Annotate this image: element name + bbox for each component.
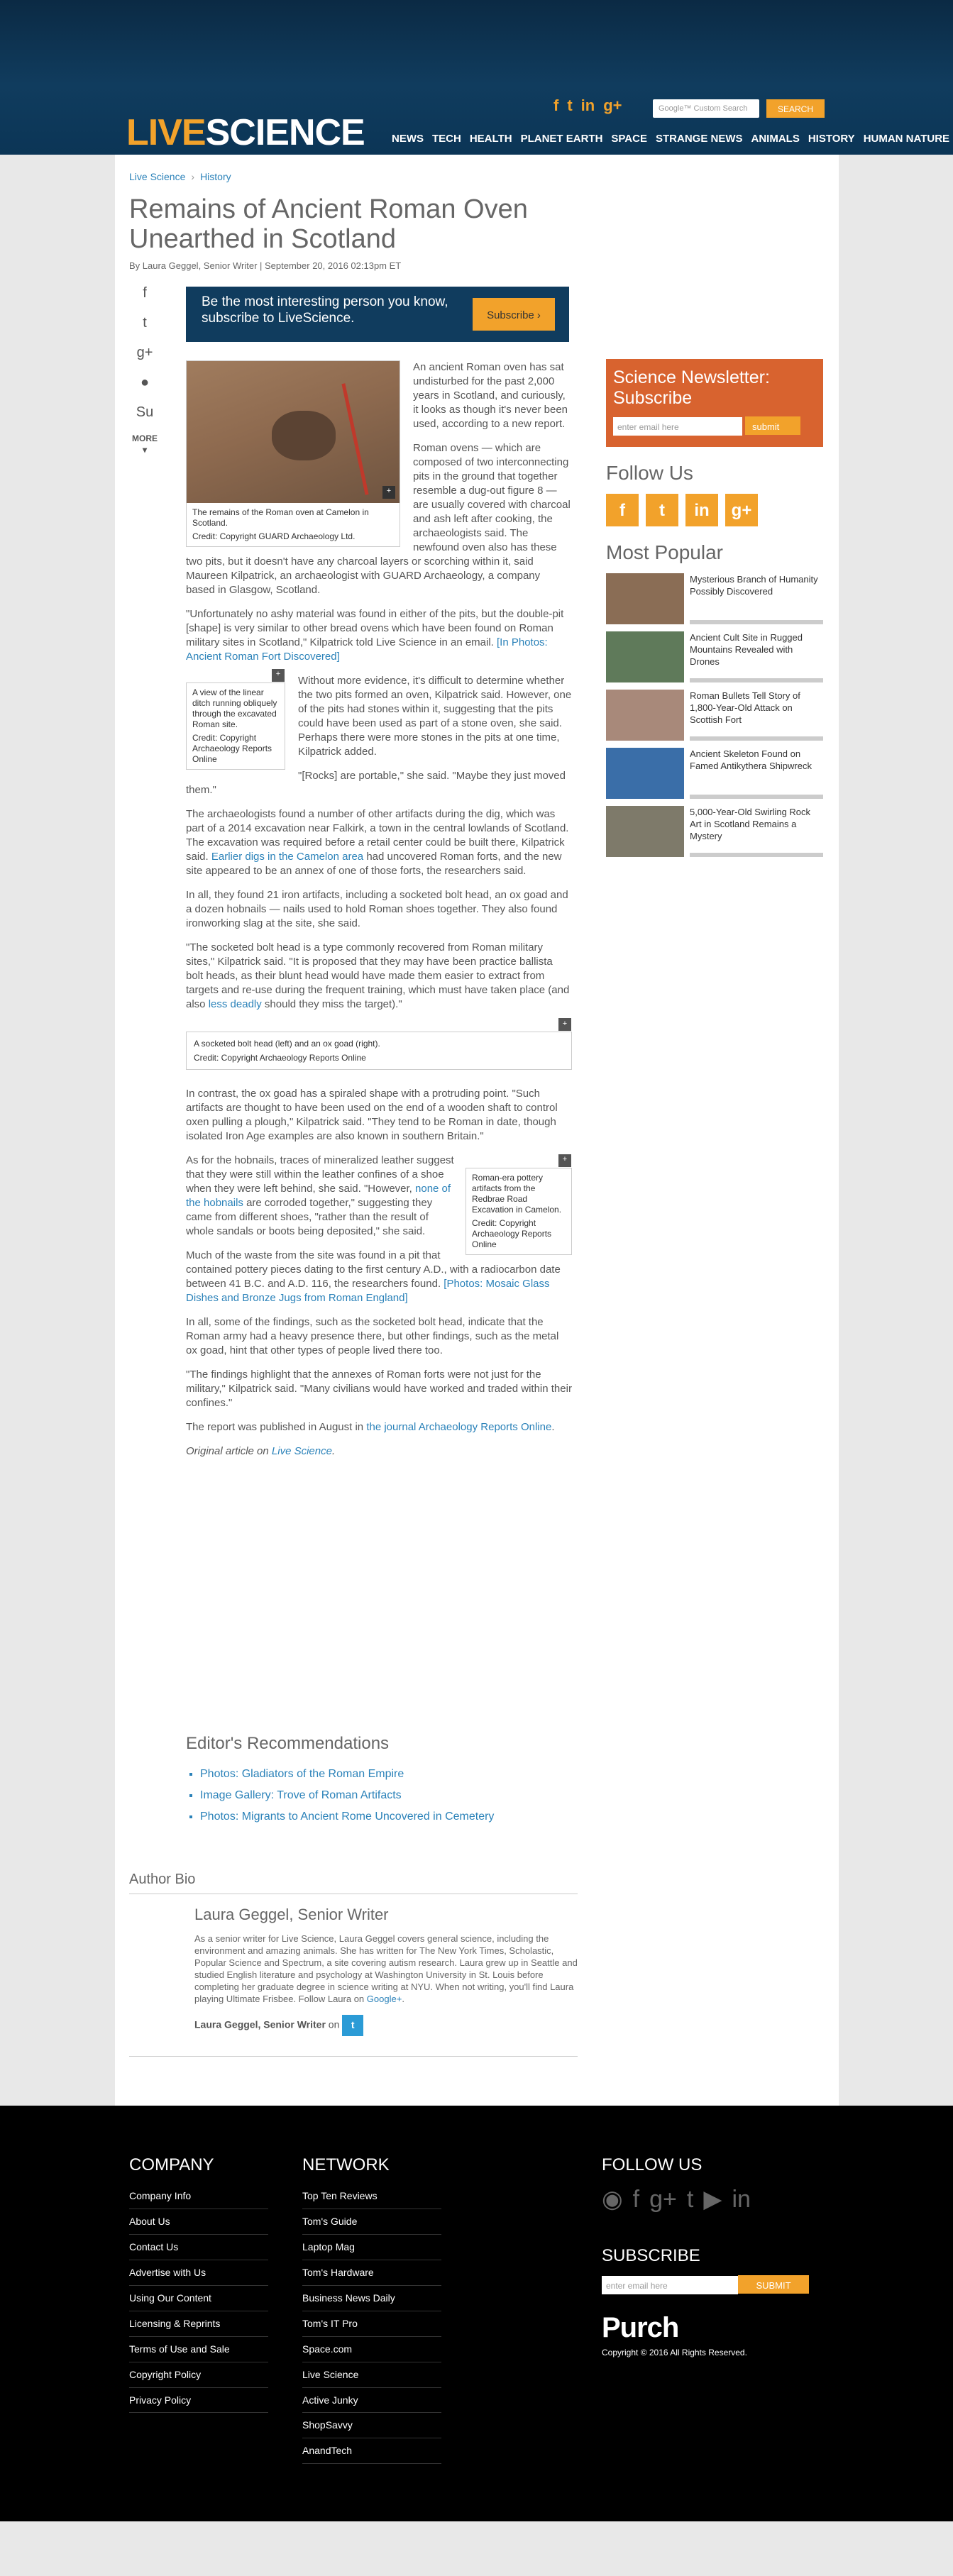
share-bar <box>131 284 159 463</box>
footer-company-link[interactable]: Advertise with Us <box>129 2260 268 2286</box>
facebook-icon[interactable]: f <box>553 96 559 114</box>
popular-item[interactable] <box>606 806 823 857</box>
content-wrap <box>115 155 839 2106</box>
zoom-icon[interactable]: + <box>272 669 285 682</box>
paragraph-text: had uncovered Roman forts, and the new site appeared to be an annex of one of those forts, the researchers said. <box>186 851 562 877</box>
paragraph-text: "The socketed bolt head is a type commonly recovered from Roman military sites," Kilpatrick said. "It is proposed that they may have been practice ballista bolt heads, as their blunt head would have made them easier to extract from targets and re-use during the frequent training, which must have taken place (and also <box>186 941 570 1010</box>
search-button[interactable]: SEARCH <box>766 99 825 118</box>
byline: By Laura Geggel, Senior Writer | September 20, 2016 02:13pm ET <box>129 260 402 271</box>
footer-network-link[interactable]: Laptop Mag <box>302 2235 441 2260</box>
share-more-label: MORE <box>132 433 158 443</box>
breadcrumb-separator: › <box>191 171 195 182</box>
paragraph: In contrast, the ox goad has a spiraled shape with a protruding point. "Such artifacts are thought to have been used on the end of a wooden shaft to control oxen pulling a plough," Kilpatrick said. "They tend to be Roman in date, though isolated Iron Age examples are also known in southern Britain." <box>186 1088 558 1142</box>
footer-company-link[interactable]: Privacy Policy <box>129 2388 268 2414</box>
nav-tech[interactable]: TECH <box>432 133 461 145</box>
header-social <box>553 95 622 116</box>
breadcrumb-live-science[interactable]: Live Science <box>129 171 186 182</box>
nav-health[interactable]: HEALTH <box>469 133 512 145</box>
oven-photo[interactable] <box>187 361 400 503</box>
twitter-icon[interactable]: t <box>686 2186 694 2213</box>
popular-list <box>606 573 823 857</box>
inline-link[interactable]: Earlier digs in the Camelon area <box>211 851 364 863</box>
popular-thumbnail[interactable] <box>606 631 684 682</box>
popular-title-text[interactable]: Mysterious Branch of Humanity Possibly Discovered <box>690 573 823 624</box>
popular-item[interactable] <box>606 573 823 624</box>
footer-company <box>129 2154 268 2413</box>
logo-science: SCIENCE <box>205 112 365 153</box>
nav-animals[interactable]: ANIMALS <box>751 133 800 145</box>
googleplus-icon[interactable]: g+ <box>725 494 758 526</box>
footer-company-link[interactable]: Terms of Use and Sale <box>129 2337 268 2362</box>
inline-link[interactable]: less deadly <box>208 998 262 1010</box>
footer-company-list <box>129 2184 268 2413</box>
footer-network <box>302 2154 441 2464</box>
subscribe-promo <box>186 287 569 342</box>
measuring-rod <box>341 383 368 495</box>
bio-body: As a senior writer for Live Science, Laura Geggel covers general science, including the environment and amazing animals. She has written for The New York Times, Scholastic, Popular Science and Spectrum, a site covering autism research. Laura grew up in Seattle and studied English literature and psychology at Washington University in St. Louis before completing her graduate degree in science writing at NYU. When not writing, you'll find Laura playing Ultimate Frisbee. Follow Laura on <box>194 1933 578 2004</box>
article-body <box>186 360 572 1469</box>
paragraph: Roman ovens — which are composed of two interconnecting pits in the ground that together resemble a dug-out figure 8 — are usually covered with charcoal and ash left after cooking, the archaeologists said. The newfound oven also has these two pits, but it doesn't have any charcoal layers or scorching within it, said Maureen Kilpatrick, an archaeologist with GUARD Archaeology, a company based in Glasgow, Scotland. <box>186 442 571 596</box>
figure-caption: The remains of the Roman oven at Camelon in Scotland. <box>192 507 369 528</box>
breadcrumb-history[interactable]: History <box>200 171 231 182</box>
inline-link[interactable]: none of the hobnails <box>186 1183 451 1209</box>
footer-network-link[interactable]: Tom's Hardware <box>302 2260 441 2286</box>
paragraph: In all, some of the findings, such as the socketed bolt head, indicate that the Roman army had a heavy presence there, but other findings, such as the metal ox goad, hint that other types of people lived there too. <box>186 1316 559 1356</box>
sidebar <box>606 359 823 864</box>
footer-network-link[interactable]: ShopSavvy <box>302 2413 441 2438</box>
footer-network-link[interactable]: AnandTech <box>302 2438 441 2464</box>
paragraph-text: Original article on <box>186 1445 269 1457</box>
breadcrumb <box>129 170 231 184</box>
share-more-button[interactable]: MORE ▾ <box>132 433 158 455</box>
main-nav <box>392 132 949 146</box>
zoom-icon[interactable]: + <box>382 486 395 499</box>
paragraph-text: Much of the waste from the site was found in a pit that contained pottery pieces dating to the first century A.D., with a radiocarbon date between 41 B.C. and A.D. 116, the researchers found. <box>186 1249 561 1290</box>
footer-company-link[interactable]: Licensing & Reprints <box>129 2311 268 2337</box>
purch-logo[interactable]: Purch <box>602 2311 679 2343</box>
popular-thumbnail[interactable] <box>606 748 684 799</box>
paragraph-text: are corroded together," suggesting they came from different shoes, "rather than the result of whole sandals or boots being deposited," she said. <box>186 1197 433 1237</box>
figure-pottery <box>466 1155 572 1255</box>
popular-item[interactable] <box>606 690 823 741</box>
recs-item[interactable]: ▪ Photos: Gladiators of the Roman Empire <box>200 1767 572 1782</box>
share-stumbleupon-icon[interactable]: Su <box>136 404 154 420</box>
zoom-icon[interactable]: + <box>558 1018 571 1031</box>
share-reddit-icon[interactable]: ● <box>140 375 150 390</box>
linkedin-icon[interactable]: in <box>732 2186 751 2213</box>
figure-bolt-goad <box>186 1019 572 1070</box>
recs-item[interactable]: ▪ Photos: Migrants to Ancient Rome Uncovered in Cemetery <box>200 1809 572 1825</box>
newsletter-submit-button[interactable]: submit <box>745 416 800 435</box>
figure-caption: A socketed bolt head (left) and an ox goad (right). <box>194 1039 380 1049</box>
paragraph: "[Rocks] are portable," she said. "Maybe they just moved them." <box>186 770 566 796</box>
facebook-icon[interactable]: f <box>606 494 639 526</box>
popular-title-text[interactable]: Ancient Skeleton Found on Famed Antikythera Shipwreck <box>690 748 823 799</box>
paragraph: In all, they found 21 iron artifacts, including a socketed bolt head, an ox goad and a dozen hobnails — nails used to hold Roman shoes together. They also found ironworking slag at the site, she said. <box>186 889 568 929</box>
paragraph: The report was published in August in the journal Archaeology Reports Online. <box>186 1421 555 1433</box>
promo-text: Be the most interesting person you know, subscribe to LiveScience. <box>202 294 448 326</box>
search-input[interactable]: Google™ Custom Search <box>653 99 759 118</box>
paragraph <box>186 807 572 878</box>
paragraph <box>186 607 572 664</box>
nav-space[interactable]: SPACE <box>611 133 647 145</box>
figure-caption: A view of the linear ditch running obliquely through the excavated Roman site. <box>192 687 277 729</box>
figure-credit: Credit: Copyright Archaeology Reports Online <box>192 733 272 764</box>
figure-caption: Roman-era pottery artifacts from the Redbrae Road Excavation in Camelon. <box>472 1173 562 1215</box>
inline-link[interactable]: the journal Archaeology Reports Online <box>366 1421 552 1433</box>
bio-sig-name: Laura Geggel, Senior Writer <box>194 2018 326 2030</box>
bio-name: Laura Geggel, Senior Writer <box>194 1906 389 1923</box>
logo-live: LIVE <box>126 112 206 153</box>
newsletter-title: Science Newsletter: Subscribe <box>613 367 770 408</box>
popular-title-text[interactable]: Ancient Cult Site in Rugged Mountains Revealed with Drones <box>690 631 823 682</box>
footer-company-title: COMPANY <box>129 2155 214 2174</box>
paragraph-text: "Unfortunately no ashy material was found in either of the pits, but the double-pit [shape] is very similar to other bread ovens which have been found on Roman military sites in Scotland," Kilpatrick told Live Science in an email. <box>186 608 564 648</box>
footer-submit-button[interactable]: SUBMIT <box>738 2275 809 2294</box>
site-footer <box>0 2106 953 2521</box>
editors-recommendations <box>186 1732 572 1830</box>
popular-item[interactable] <box>606 631 823 682</box>
footer-follow-title: FOLLOW US <box>602 2155 703 2174</box>
popular-thumbnail[interactable] <box>606 573 684 624</box>
linkedin-icon[interactable]: in <box>580 96 595 114</box>
inline-link[interactable]: [In Photos: Ancient Roman Fort Discovered] <box>186 636 548 663</box>
inline-link[interactable]: Live Science <box>271 1445 332 1457</box>
share-googleplus-icon[interactable]: g+ <box>136 345 153 360</box>
twitter-icon[interactable]: t <box>567 96 573 114</box>
popular-title-text[interactable]: Roman Bullets Tell Story of 1,800-Year-Old Attack on Scottish Fort <box>690 690 823 741</box>
youtube-icon[interactable]: ▶ <box>703 2186 722 2213</box>
nav-human-nature[interactable]: HUMAN NATURE <box>863 133 950 145</box>
newsletter-box <box>606 359 823 447</box>
bio-heading: Author Bio <box>129 1870 578 1894</box>
popular-title: Most Popular <box>606 541 723 563</box>
nav-history[interactable]: HISTORY <box>808 133 855 145</box>
zoom-icon[interactable]: + <box>558 1154 571 1167</box>
footer-network-list <box>302 2184 441 2464</box>
site-header <box>0 0 953 155</box>
paragraph-text: should they miss the target)." <box>264 998 402 1010</box>
twitter-icon[interactable]: t <box>646 494 678 526</box>
footer-subscribe-title: SUBSCRIBE <box>602 2246 700 2266</box>
footer-network-title: NETWORK <box>302 2155 390 2174</box>
oven-pit-shape <box>272 411 336 460</box>
author-bio <box>129 1870 578 2057</box>
footer-network-link[interactable]: Top Ten Reviews <box>302 2184 441 2209</box>
footer-network-link[interactable]: Active Junky <box>302 2388 441 2414</box>
footer-email-input[interactable]: enter email here <box>602 2276 738 2294</box>
paragraph <box>186 1249 572 1305</box>
site-logo[interactable] <box>126 108 365 157</box>
paragraph: Original article on Live Science. <box>186 1445 336 1457</box>
follow-title: Follow Us <box>606 462 693 484</box>
nav-planet-earth[interactable]: PLANET EARTH <box>520 133 603 145</box>
promo-subscribe-button[interactable]: Subscribe › <box>473 298 555 331</box>
linkedin-icon[interactable]: in <box>685 494 718 526</box>
follow-icons <box>606 494 823 526</box>
nav-news[interactable]: NEWS <box>392 133 424 145</box>
footer-network-link[interactable]: Live Science <box>302 2362 441 2388</box>
bio-google-link[interactable]: Google+ <box>366 1993 402 2004</box>
footer-social-icons <box>602 2184 809 2216</box>
nav-strange-news[interactable]: STRANGE NEWS <box>655 133 743 145</box>
divider <box>129 2056 578 2057</box>
page-title: Remains of Ancient Roman Oven Unearthed in Scotland <box>129 194 528 254</box>
paragraph-text: The archaeologists found a number of other artifacts during the dig, which was part of a 2014 excavation near Falkirk, a town in the central lowlands of Scotland. The excavation was required before a retail center could be built there, Kilpatrick said. <box>186 808 569 863</box>
popular-thumbnail[interactable] <box>606 806 684 857</box>
inline-link[interactable]: [Photos: Mosaic Glass Dishes and Bronze Jugs from Roman England] <box>186 1278 550 1304</box>
footer-network-link[interactable]: Tom's IT Pro <box>302 2311 441 2337</box>
bio-signature <box>194 2015 578 2036</box>
googleplus-icon[interactable]: g+ <box>603 96 622 114</box>
rss-icon[interactable]: ◉ <box>602 2186 623 2213</box>
footer-company-link[interactable]: Copyright Policy <box>129 2362 268 2388</box>
footer-company-link[interactable]: Company Info <box>129 2184 268 2209</box>
figure-ditch <box>186 670 285 770</box>
figure-credit: Credit: Copyright Archaeology Reports Online <box>194 1053 366 1063</box>
paragraph: "The findings highlight that the annexes of Roman forts were not just for the military," Kilpatrick said. "Many civilians would have worked and traded within their confines." <box>186 1369 572 1409</box>
figure-oven <box>186 360 400 547</box>
footer-follow <box>602 2154 809 2358</box>
paragraph: Without more evidence, it's difficult to determine whether the two pits formed an oven, Kilpatrick said. However, one of the pits had stones within it, suggesting that the pits could have been used as part of a stone oven, she said. Perhaps there were more stones in the pits at one time, Kilpatrick added. <box>298 675 572 758</box>
paragraph-text: As for the hobnails, traces of mineralized leather suggest that they were still within the leather confines of a shoe when they were left behind, she said. "However, <box>186 1154 454 1195</box>
footer-company-link[interactable]: Contact Us <box>129 2235 268 2260</box>
paragraph <box>186 941 572 1012</box>
popular-title-text[interactable]: 5,000-Year-Old Swirling Rock Art in Scotland Remains a Mystery <box>690 806 823 857</box>
footer-network-link[interactable]: Space.com <box>302 2337 441 2362</box>
recs-item[interactable]: ▪ Image Gallery: Trove of Roman Artifacts <box>200 1788 572 1803</box>
recs-title: Editor's Recommendations <box>186 1734 390 1753</box>
popular-thumbnail[interactable] <box>606 690 684 741</box>
share-facebook-icon[interactable]: f <box>143 285 147 301</box>
newsletter-email-input[interactable]: enter email here <box>613 417 742 436</box>
googleplus-icon[interactable]: g+ <box>649 2186 677 2213</box>
paragraph: An ancient Roman oven has sat undisturbed for the past 2,000 years in Scotland, and curiously, it looks as though it's never been used, according to a new report. <box>413 361 568 430</box>
share-twitter-icon[interactable]: t <box>143 315 147 331</box>
popular-item[interactable] <box>606 748 823 799</box>
footer-network-link[interactable]: Business News Daily <box>302 2286 441 2311</box>
footer-network-link[interactable]: Tom's Guide <box>302 2209 441 2235</box>
twitter-icon[interactable]: t <box>342 2015 363 2036</box>
paragraph-text: The report was published in August in <box>186 1421 364 1433</box>
bio-sig-on: on <box>328 2018 340 2030</box>
facebook-icon[interactable]: f <box>632 2186 640 2213</box>
bio-text: As a senior writer for Live Science, Laura Geggel covers general science, including the environment and amazing animals. She has written for The New York Times, Scholastic, Popular Science and Spectrum, a site covering autism research. Laura grew up in Seattle and studied English literature and psychology at Washington University in St. Louis before completing her graduate degree in science writing at NYU. When not writing, you'll find Laura playing Ultimate Frisbee. Follow Laura on Google+. <box>194 1933 578 2004</box>
figure-credit: Credit: Copyright GUARD Archaeology Ltd. <box>192 531 356 541</box>
footer-company-link[interactable]: Using Our Content <box>129 2286 268 2311</box>
copyright: Copyright © 2016 All Rights Reserved. <box>602 2347 747 2357</box>
footer-company-link[interactable]: About Us <box>129 2209 268 2235</box>
figure-credit: Credit: Copyright Archaeology Reports Online <box>472 1218 552 1249</box>
